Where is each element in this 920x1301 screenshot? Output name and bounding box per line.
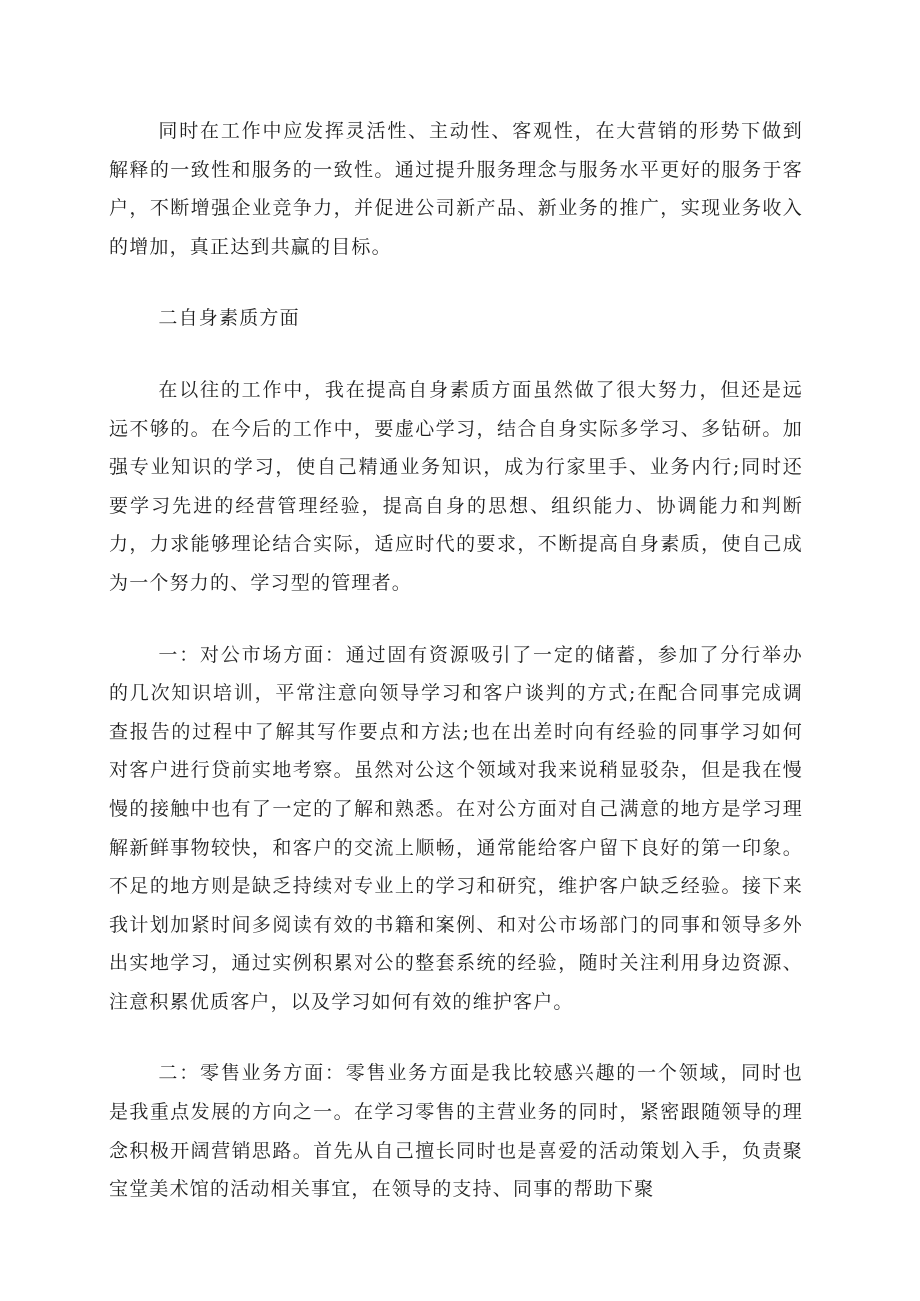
- paragraph-retail-business: 二：零售业务方面：零售业务方面是我比较感兴趣的一个领域，同时也是我重点发展的方向之一。在学习零售的主营业务的同时，紧密跟随领导的理念积极开阔营销思路。首先从自己擅长同时也是喜爱的活动策划入手，负责聚宝堂美术馆的活动相关事宜，在领导的支持、同事的帮助下聚: [109, 1062, 803, 1201]
- paragraph-service-consistency: 同时在工作中应发挥灵活性、主动性、客观性，在大营销的形势下做到解释的一致性和服务的一致性。通过提升服务理念与服务水平更好的服务于客户，不断增强企业竞争力，并促进公司新产品、新业务的推广，实现业务收入的增加，真正达到共赢的目标。: [109, 120, 803, 258]
- paragraph-corporate-market: 一：对公市场方面：通过固有资源吸引了一定的储蓄，参加了分行举办的几次知识培训，平常注意向领导学习和客户谈判的方式;在配合同事完成调查报告的过程中了解其写作要点和方法;也在出差时向有经验的同事学习如何对客户进行贷前实地考察。虽然对公这个领域对我来说稍显驳杂，但是我在慢慢的接触中也有了一定的了解和熟悉。在对公方面对自己满意的地方是学习理解新鲜事物较快，和客户的交流上顺畅，通常能给客户留下良好的第一印象。不足的地方则是缺乏持续对专业上的学习和研究，维护客户缺乏经验。接下来我计划加紧时间多阅读有效的书籍和案例、和对公市场部门的同事和领导多外出实地学习，通过实例积累对公的整套系统的经验，随时关注利用身边资源、注意积累优质客户，以及学习如何有效的维护客户。: [109, 643, 803, 1013]
- document-body: [109, 112, 803, 1242]
- paragraph-self-quality: 在以往的工作中，我在提高自身素质方面虽然做了很大努力，但还是远远不够的。在今后的工作中，要虚心学习，结合自身实际多学习、多钻研。加强专业知识的学习，使自己精通业务知识，成为行家里手、业务内行;同时还要学习先进的经营管理经验，提高自身的思想、组织能力、协调能力和判断力，力求能够理论结合实际，适应时代的要求，不断提高自身素质，使自己成为一个努力的、学习型的管理者。: [109, 378, 803, 594]
- section-heading-self-quality: 二自身素质方面: [158, 307, 300, 330]
